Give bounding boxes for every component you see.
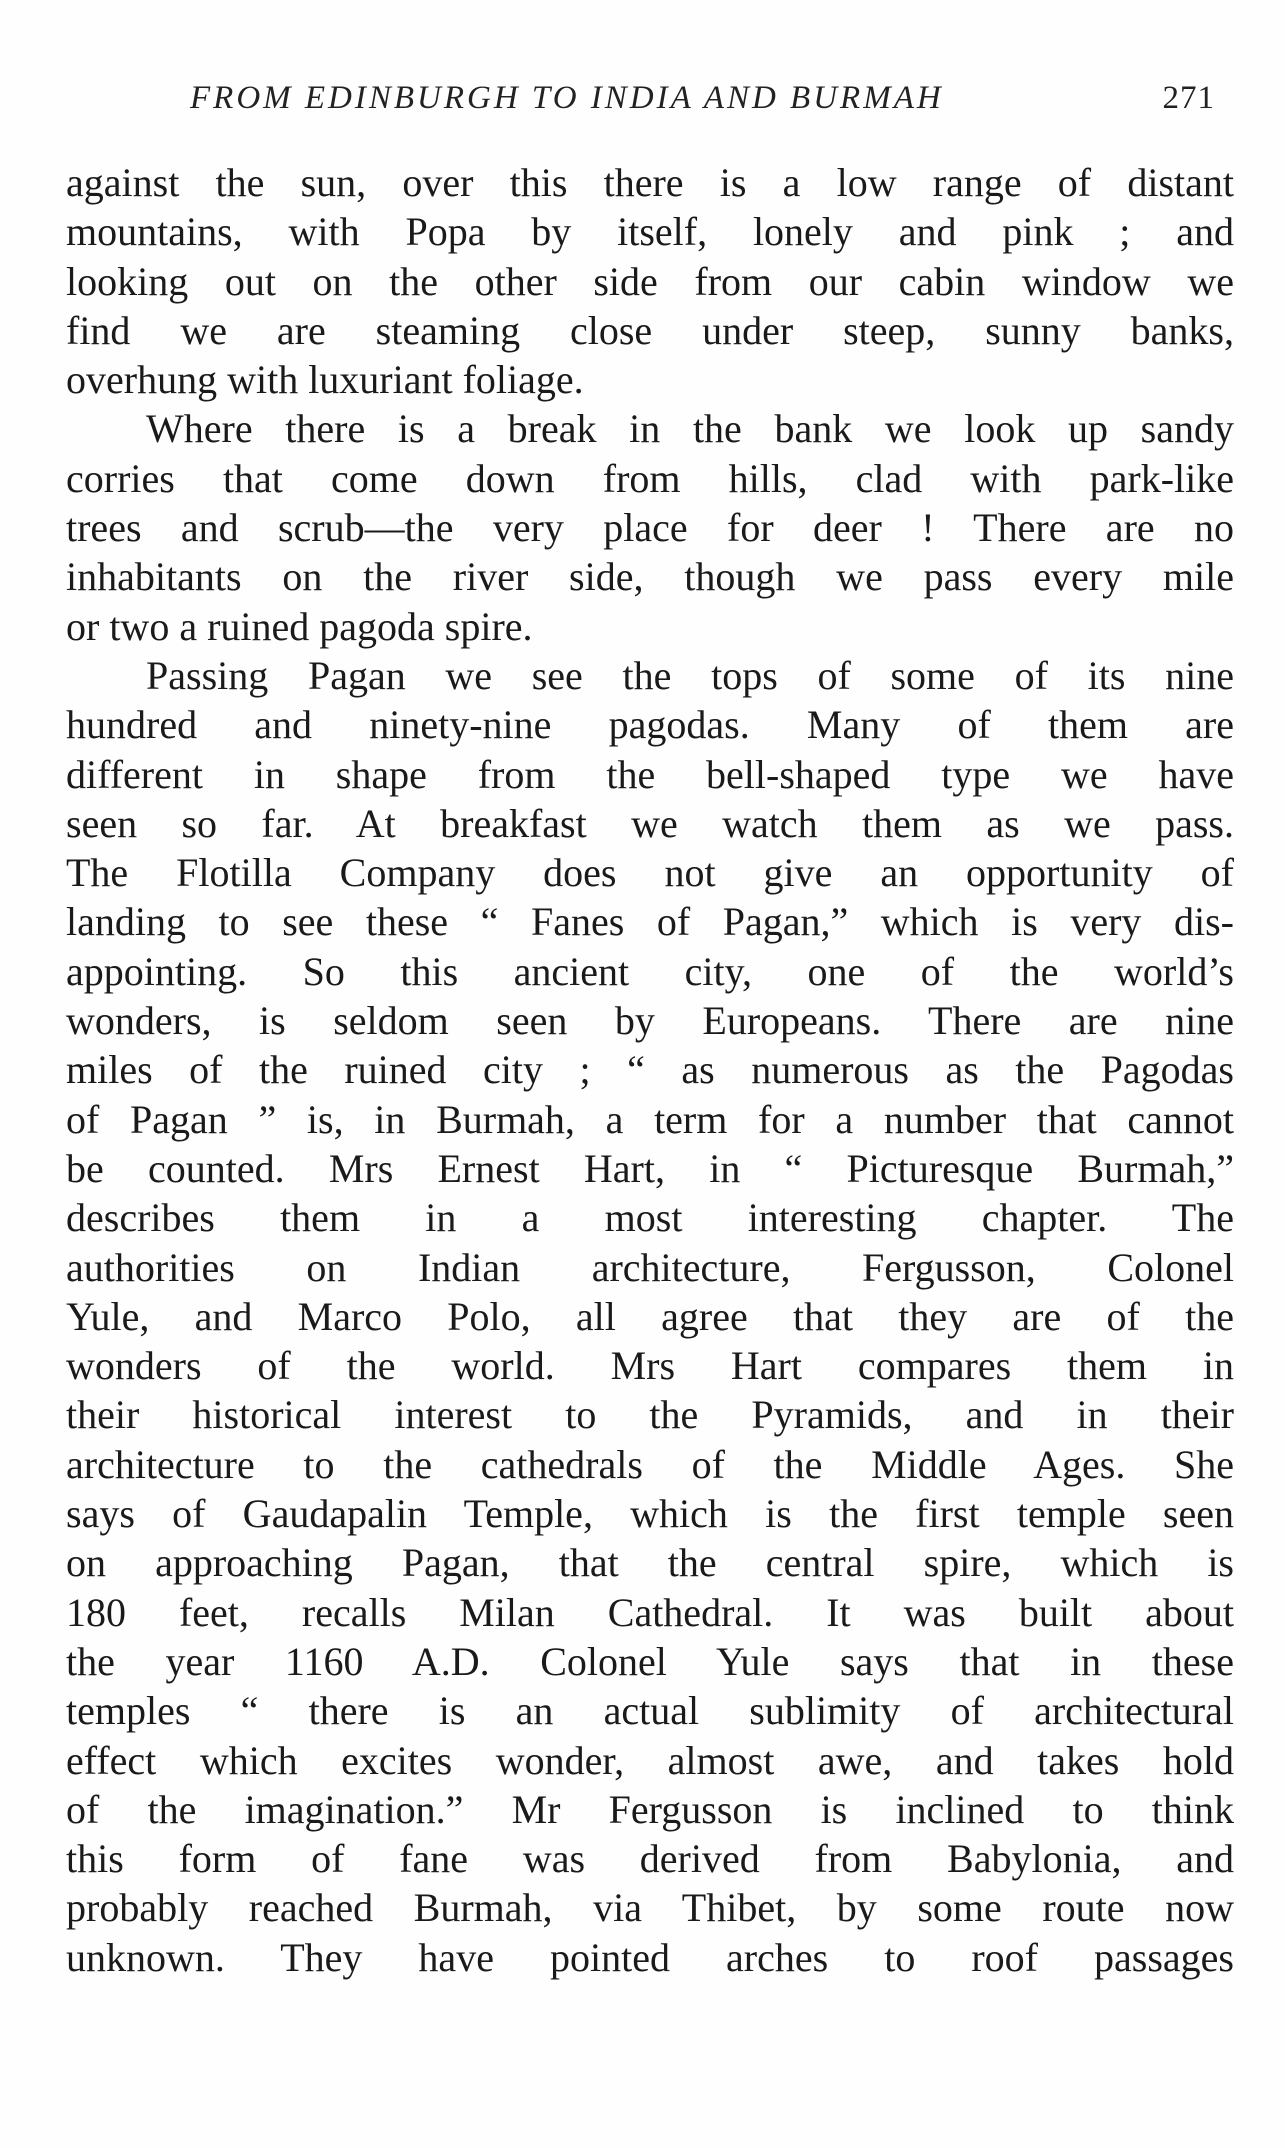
text-line: wonders of the world. Mrs Hart compares them in: [66, 1343, 1234, 1389]
text-line: inhabitants on the river side, though we pass every mile: [66, 554, 1234, 600]
text-line: mountains, with Popa by itself, lonely and pink ; and: [66, 209, 1234, 255]
text-line: overhung with luxuriant foliage.: [66, 357, 584, 403]
text-line: unknown. They have pointed arches to roof passages: [66, 1934, 1234, 1980]
text-line: wonders, is seldom seen by Europeans. There are nine: [66, 998, 1234, 1044]
running-title: FROM EDINBURGH TO INDIA AND BURMAH: [190, 80, 944, 116]
text-line: on approaching Pagan, that the central spire, which is: [66, 1540, 1234, 1586]
text-line: this form of fane was derived from Babylonia, and: [66, 1836, 1234, 1882]
text-line: trees and scrub—the very place for deer ! There are no: [66, 505, 1234, 551]
text-line: corries that come down from hills, clad with park-like: [66, 455, 1234, 501]
text-line: different in shape from the bell-shaped type we have: [66, 751, 1234, 797]
text-line: Passing Pagan we see the tops of some of its nine: [146, 652, 1234, 698]
text-line: probably reached Burmah, via Thibet, by some route now: [66, 1885, 1234, 1931]
paragraph-3: [66, 651, 1234, 1982]
text-line: landing to see these “ Fanes of Pagan,” which is very dis-: [66, 899, 1234, 945]
text-line: find we are steaming close under steep, sunny banks,: [66, 307, 1234, 353]
text-line: hundred and ninety-nine pagodas. Many of them are: [66, 702, 1234, 748]
text-line: of the imagination.” Mr Fergusson is inclined to think: [66, 1786, 1234, 1832]
text-line: seen so far. At breakfast we watch them as we pass.: [66, 800, 1234, 846]
running-head: [190, 80, 1215, 130]
text-line: miles of the ruined city ; “ as numerous as the Pagodas: [66, 1047, 1234, 1093]
text-line: their historical interest to the Pyramids, and in their: [66, 1392, 1234, 1438]
text-line: or two a ruined pagoda spire.: [66, 603, 533, 649]
text-line: be counted. Mrs Ernest Hart, in “ Picturesque Burmah,”: [66, 1145, 1234, 1191]
text-line: of Pagan ” is, in Burmah, a term for a number that cannot: [66, 1096, 1234, 1142]
text-line: 180 feet, recalls Milan Cathedral. It was built about: [66, 1589, 1234, 1635]
text-line: looking out on the other side from our cabin window we: [66, 258, 1234, 304]
text-line: effect which excites wonder, almost awe, and takes hold: [66, 1737, 1234, 1783]
text-line: temples “ there is an actual sublimity of architectural: [66, 1688, 1234, 1734]
text-line: appointing. So this ancient city, one of the world’s: [66, 948, 1234, 994]
body-text: [66, 158, 1234, 1982]
text-line: The Flotilla Company does not give an opportunity of: [66, 850, 1234, 896]
paragraph-2: [66, 404, 1234, 650]
text-line: authorities on Indian architecture, Fergusson, Colonel: [66, 1244, 1234, 1290]
text-line: says of Gaudapalin Temple, which is the first temple seen: [66, 1491, 1234, 1537]
text-line: describes them in a most interesting chapter. The: [66, 1195, 1234, 1241]
text-line: Yule, and Marco Polo, all agree that they are of the: [66, 1293, 1234, 1339]
text-line: the year 1160 A.D. Colonel Yule says that in these: [66, 1638, 1234, 1684]
text-line: against the sun, over this there is a low range of distant: [66, 160, 1234, 205]
page-number: 271: [1162, 80, 1215, 116]
paragraph-1: [66, 158, 1234, 404]
text-line: Where there is a break in the bank we look up sandy: [146, 406, 1234, 452]
text-line: architecture to the cathedrals of the Middle Ages. She: [66, 1441, 1234, 1487]
